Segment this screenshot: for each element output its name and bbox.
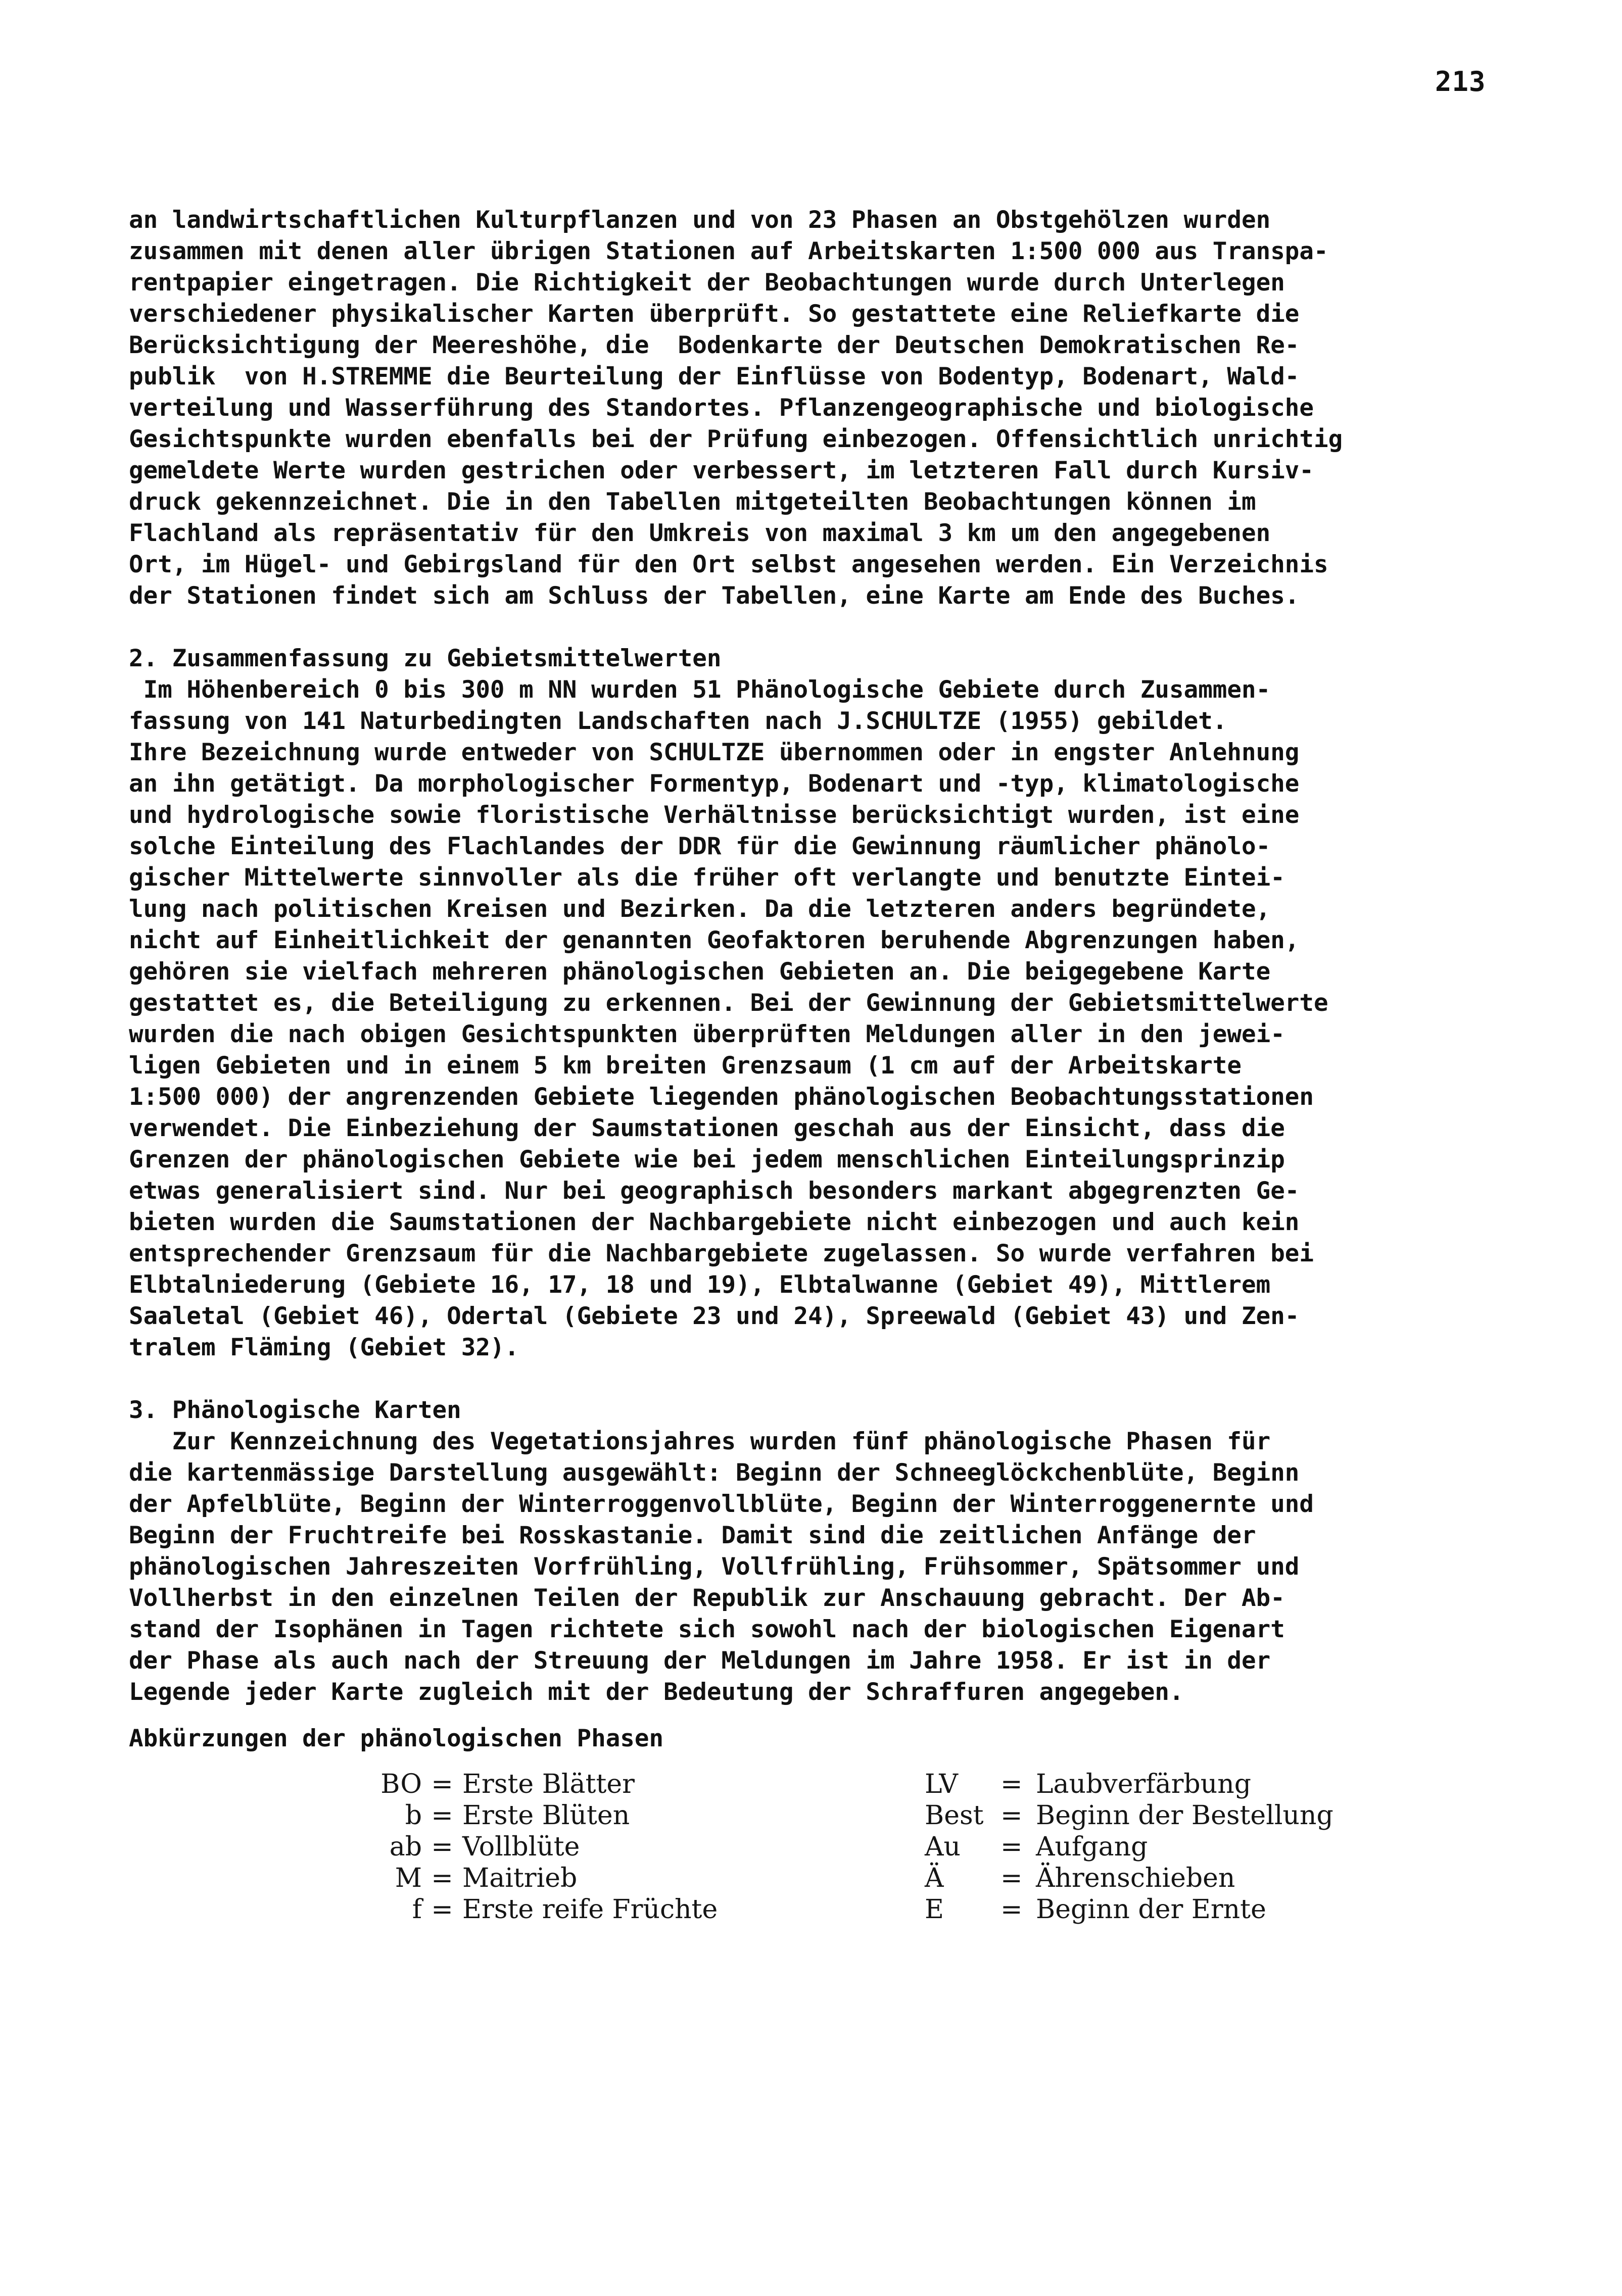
abbreviation-key: b (405, 1800, 422, 1831)
abbreviation-value: Laubverfärbung (1036, 1769, 1251, 1799)
section-3-line: die kartenmässige Darstellung ausgewählt: Beginn der Schneeglöckchenblüte, Beginn (129, 1459, 1300, 1487)
abbreviation-equals: = (1000, 1800, 1023, 1831)
abbreviation-key: f (412, 1894, 422, 1925)
section-2-line: Saaletal (Gebiet 46), Odertal (Gebiete 23 und 24), Spreewald (Gebiet 43) und Zen- (129, 1302, 1300, 1330)
abbreviation-key: Best (925, 1800, 984, 1831)
page-content (129, 205, 1493, 1940)
intro-line: Flachland als repräsentativ für den Umkreis von maximal 3 km um den angegebenen (129, 519, 1271, 547)
abbreviation-value: Erste reife Früchte (462, 1894, 718, 1925)
abbreviation-value: Ährenschieben (1036, 1863, 1235, 1893)
abbreviations-title: Abkürzungen der phänologischen Phasen (129, 1725, 664, 1752)
abbreviation-row (925, 1894, 1333, 1925)
intro-line: zusammen mit denen aller übrigen Stationen auf Arbeitskarten 1:500 000 aus Transpa- (129, 237, 1328, 265)
abbreviation-equals: = (431, 1800, 453, 1831)
section-2-line: ligen Gebieten und in einem 5 km breiten Grenzsaum (1 cm auf der Arbeitskarte (129, 1052, 1242, 1080)
section-2-line: wurden die nach obigen Gesichtspunkten überprüften Meldungen aller in den jewei- (129, 1020, 1285, 1048)
intro-paragraph (129, 205, 1493, 612)
section-3-line: Beginn der Fruchtreife bei Rosskastanie. Damit sind die zeitlichen Anfänge der (129, 1522, 1256, 1549)
abbreviation-equals: = (431, 1832, 453, 1862)
page-number: 213 (1435, 66, 1486, 97)
abbreviation-equals: = (431, 1769, 453, 1799)
intro-line: der Stationen findet sich am Schluss der Tabellen, eine Karte am Ende des Buches. (129, 582, 1300, 610)
section-2-line: verwendet. Die Einbeziehung der Saumstationen geschah aus der Einsicht, dass die (129, 1114, 1285, 1142)
intro-line: druck gekennzeichnet. Die in den Tabellen mitgeteilten Beobachtungen können im (129, 488, 1256, 516)
abbreviation-value: Maitrieb (462, 1863, 578, 1893)
section-2-line: bieten wurden die Saumstationen der Nachbargebiete nicht einbezogen und auch kein (129, 1208, 1300, 1236)
intro-line: gemeldete Werte wurden gestrichen oder verbessert, im letzteren Fall durch Kursiv- (129, 457, 1314, 484)
abbreviation-equals: = (1000, 1832, 1023, 1862)
abbreviation-key: BO (380, 1769, 422, 1799)
abbreviation-value: Aufgang (1036, 1832, 1148, 1862)
abbreviation-equals: = (431, 1894, 453, 1925)
abbreviation-key: E (925, 1894, 944, 1925)
section-2-line: Grenzen der phänologischen Gebiete wie bei jedem menschlichen Einteilungsprinzip (129, 1146, 1285, 1174)
section-2-line: lung nach politischen Kreisen und Bezirken. Da die letzteren anders begründete, (129, 895, 1271, 923)
intro-line: an landwirtschaftlichen Kulturpflanzen und von 23 Phasen an Obstgehölzen wurden (129, 206, 1271, 234)
section-3-line: stand der Isophänen in Tagen richtete sich sowohl nach der biologischen Eigenart (129, 1616, 1285, 1643)
section-2-line: Ihre Bezeichnung wurde entweder von SCHULTZE übernommen oder in engster Anlehnung (129, 739, 1300, 766)
section-3-line: der Apfelblüte, Beginn der Winterroggenvollblüte, Beginn der Winterroggenernte und (129, 1490, 1314, 1518)
abbreviation-key: Ä (925, 1863, 944, 1893)
section-2-line: gischer Mittelwerte sinnvoller als die früher oft verlangte und benutzte Eintei- (129, 864, 1285, 892)
section-2-line: und hydrologische sowie floristische Verhältnisse berücksichtigt wurden, ist eine (129, 801, 1300, 829)
intro-line: verschiedener physikalischer Karten überprüft. So gestattete eine Reliefkarte die (129, 300, 1300, 328)
section-2-line: gehören sie vielfach mehreren phänologischen Gebieten an. Die beigegebene Karte (129, 958, 1271, 986)
abbreviation-row (925, 1800, 1333, 1831)
section-2-line: an ihn getätigt. Da morphologischer Formentyp, Bodenart und -typ, klimatologische (129, 770, 1300, 798)
section-3-line: Zur Kennzeichnung des Vegetationsjahres wurden fünf phänologische Phasen für (129, 1428, 1271, 1455)
section-2-line: gestattet es, die Beteiligung zu erkennen. Bei der Gewinnung der Gebietsmittelwerte (129, 989, 1328, 1017)
section-3-heading: 3. Phänologische Karten (129, 1396, 461, 1424)
abbreviation-equals: = (1000, 1769, 1023, 1799)
section-3-line: Legende jeder Karte zugleich mit der Bedeutung der Schraffuren angegeben. (129, 1678, 1184, 1706)
abbreviation-value: Erste Blätter (462, 1769, 635, 1799)
abbreviation-row (361, 1800, 718, 1831)
intro-line: rentpapier eingetragen. Die Richtigkeit der Beobachtungen wurde durch Unterlegen (129, 269, 1285, 297)
abbreviations-left-column (361, 1769, 718, 1925)
section-2-body (129, 674, 1493, 1363)
section-2-line: entsprechender Grenzsaum für die Nachbargebiete zugelassen. So wurde verfahren bei (129, 1240, 1314, 1267)
abbreviation-key: ab (389, 1832, 422, 1862)
section-3-body (129, 1426, 1493, 1708)
abbreviation-equals: = (431, 1863, 453, 1893)
abbreviation-key: LV (925, 1769, 958, 1799)
intro-line: publik von H.STREMME die Beurteilung der Einflüsse von Bodentyp, Bodenart, Wald- (129, 363, 1300, 390)
abbreviation-key: Au (925, 1832, 961, 1862)
abbreviation-row (361, 1863, 718, 1894)
abbreviation-row (925, 1831, 1333, 1863)
abbreviation-value: Beginn der Bestellung (1036, 1800, 1333, 1831)
section-2-heading: 2. Zusammenfassung zu Gebietsmittelwerten (129, 645, 722, 672)
section-3-line: Vollherbst in den einzelnen Teilen der Republik zur Anschauung gebracht. Der Ab- (129, 1584, 1285, 1612)
section-2-line: 1:500 000) der angrenzenden Gebiete liegenden phänologischen Beobachtungsstationen (129, 1083, 1314, 1111)
abbreviation-row (361, 1831, 718, 1863)
section-2-line: etwas generalisiert sind. Nur bei geographisch besonders markant abgegrenzten Ge- (129, 1177, 1300, 1205)
abbreviations-right-column (925, 1769, 1333, 1925)
abbreviation-equals: = (1000, 1894, 1023, 1925)
intro-line: Berücksichtigung der Meereshöhe, die Bodenkarte der Deutschen Demokratischen Re- (129, 331, 1300, 359)
abbreviation-value: Erste Blüten (462, 1800, 630, 1831)
section-2-line: Elbtalniederung (Gebiete 16, 17, 18 und 19), Elbtalwanne (Gebiet 49), Mittlerem (129, 1271, 1271, 1299)
section-2-line: nicht auf Einheitlichkeit der genannten Geofaktoren beruhende Abgrenzungen haben, (129, 926, 1300, 954)
section-2-line: Im Höhenbereich 0 bis 300 m NN wurden 51 Phänologische Gebiete durch Zusammen- (129, 676, 1271, 704)
abbreviation-value: Vollblüte (462, 1832, 580, 1862)
section-2-line: tralem Fläming (Gebiet 32). (129, 1334, 519, 1361)
abbreviations-table (129, 1769, 1493, 1940)
abbreviation-key: M (395, 1863, 422, 1893)
intro-line: Ort, im Hügel- und Gebirgsland für den Ort selbst angesehen werden. Ein Verzeichnis (129, 551, 1328, 578)
section-2-line: solche Einteilung des Flachlandes der DDR für die Gewinnung räumlicher phänolo- (129, 833, 1271, 860)
abbreviation-row (925, 1863, 1333, 1894)
section-2-line: fassung von 141 Naturbedingten Landschaften nach J.SCHULTZE (1955) gebildet. (129, 707, 1227, 735)
abbreviation-row (361, 1769, 718, 1800)
section-3-line: phänologischen Jahreszeiten Vorfrühling, Vollfrühling, Frühsommer, Spätsommer und (129, 1553, 1300, 1581)
abbreviation-row (361, 1894, 718, 1925)
intro-line: Gesichtspunkte wurden ebenfalls bei der Prüfung einbezogen. Offensichtlich unrichtig (129, 425, 1343, 453)
abbreviation-value: Beginn der Ernte (1036, 1894, 1266, 1925)
intro-line: verteilung und Wasserführung des Standortes. Pflanzengeographische und biologische (129, 394, 1314, 422)
abbreviation-equals: = (1000, 1863, 1023, 1893)
section-3-line: der Phase als auch nach der Streuung der Meldungen im Jahre 1958. Er ist in der (129, 1647, 1271, 1675)
abbreviation-row (925, 1769, 1333, 1800)
